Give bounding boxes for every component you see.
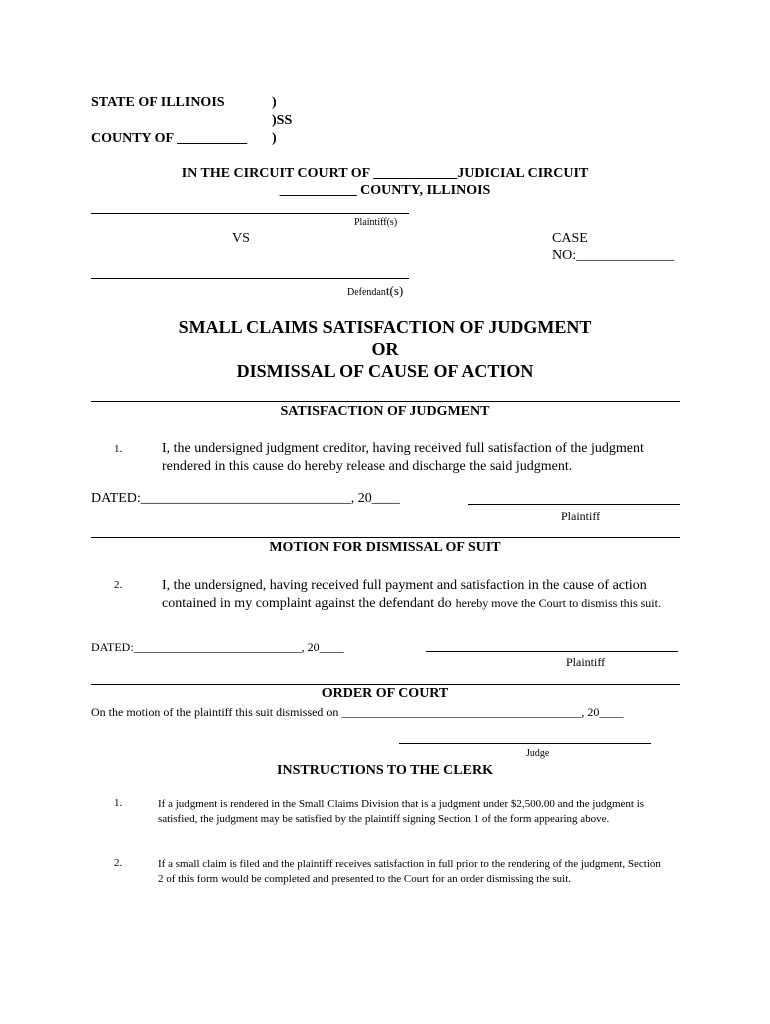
court-line-2: ___________ COUNTY, ILLINOIS: [279, 183, 491, 198]
instruction-text: If a small claim is filed and the plaintiff receives satisfaction in full prior to the rendering of the judgment, Section 2 of this form would be completed and presented to the Court for an order dismissing the suit.: [158, 858, 661, 885]
instructions-heading: INSTRUCTIONS TO THE CLERK: [277, 763, 493, 778]
divider: [91, 401, 680, 402]
satisfaction-signer: Plaintiff: [561, 509, 601, 523]
satisfaction-dated: DATED:______________________________, 20____: [91, 491, 400, 506]
section-1-number: 1.: [114, 443, 123, 455]
motion-heading: MOTION FOR DISMISSAL OF SUIT: [269, 540, 501, 555]
divider: [91, 684, 680, 685]
plaintiff-signature-line: [426, 651, 678, 652]
defendant-label-a: Defendan: [347, 287, 386, 298]
venue-paren: ): [272, 131, 277, 146]
vs-label: VS: [232, 231, 250, 246]
plaintiff-signature-line: [91, 213, 409, 214]
satisfaction-text: I, the undersigned judgment creditor, having received full satisfaction of the judgment rendered in this cause do hereby release and discharge the said judgment.: [162, 441, 644, 474]
venue-ss: )SS: [272, 113, 293, 128]
motion-text-a: I, the undersigned, having received full payment and satisfaction in the cause of action contained in my complaint against the defendant do: [162, 578, 647, 611]
motion-text-b: hereby move the Court to dismiss this suit.: [455, 596, 661, 610]
defendant-label: [347, 282, 403, 300]
court-line-1: IN THE CIRCUIT COURT OF ____________JUDICIAL CIRCUIT: [181, 166, 589, 181]
form-title-line-1: SMALL CLAIMS SATISFACTION OF JUDGMENT: [178, 317, 592, 337]
judge-label: Judge: [526, 748, 550, 759]
defendant-label-b: t(s): [385, 283, 404, 298]
form-title-line-3: DISMISSAL OF CAUSE OF ACTION: [236, 361, 534, 381]
section-2-number: 2.: [114, 579, 123, 591]
order-text: On the motion of the plaintiff this suit dismissed on ________________________________________, 20____: [91, 705, 624, 719]
state-label: STATE OF ILLINOIS: [91, 95, 225, 110]
case-label: CASE: [552, 231, 588, 246]
satisfaction-heading: SATISFACTION OF JUDGMENT: [280, 404, 490, 419]
judge-signature-line: [399, 743, 651, 744]
form-title-line-2: OR: [371, 339, 399, 359]
instruction-text: If a judgment is rendered in the Small Claims Division that is a judgment under $2,500.00 and the judgment is satisfied, the judgment may be satisfied by the plaintiff signing Section 1 of the form appearing above.: [158, 798, 645, 825]
plaintiff-signature-line: [468, 504, 680, 505]
motion-text: [162, 576, 682, 612]
instruction-number: 2.: [114, 857, 123, 869]
venue-paren: ): [272, 95, 277, 110]
motion-dated: DATED:____________________________, 20____: [91, 640, 344, 654]
instruction-number: 1.: [114, 797, 123, 809]
plaintiff-label: Plaintiff(s): [354, 217, 398, 228]
motion-signer: Plaintiff: [566, 655, 606, 669]
case-number-field: NO:______________: [552, 248, 675, 263]
county-label: COUNTY OF __________: [91, 131, 248, 146]
order-heading: ORDER OF COURT: [321, 686, 449, 701]
defendant-signature-line: [91, 278, 409, 279]
divider: [91, 537, 680, 538]
